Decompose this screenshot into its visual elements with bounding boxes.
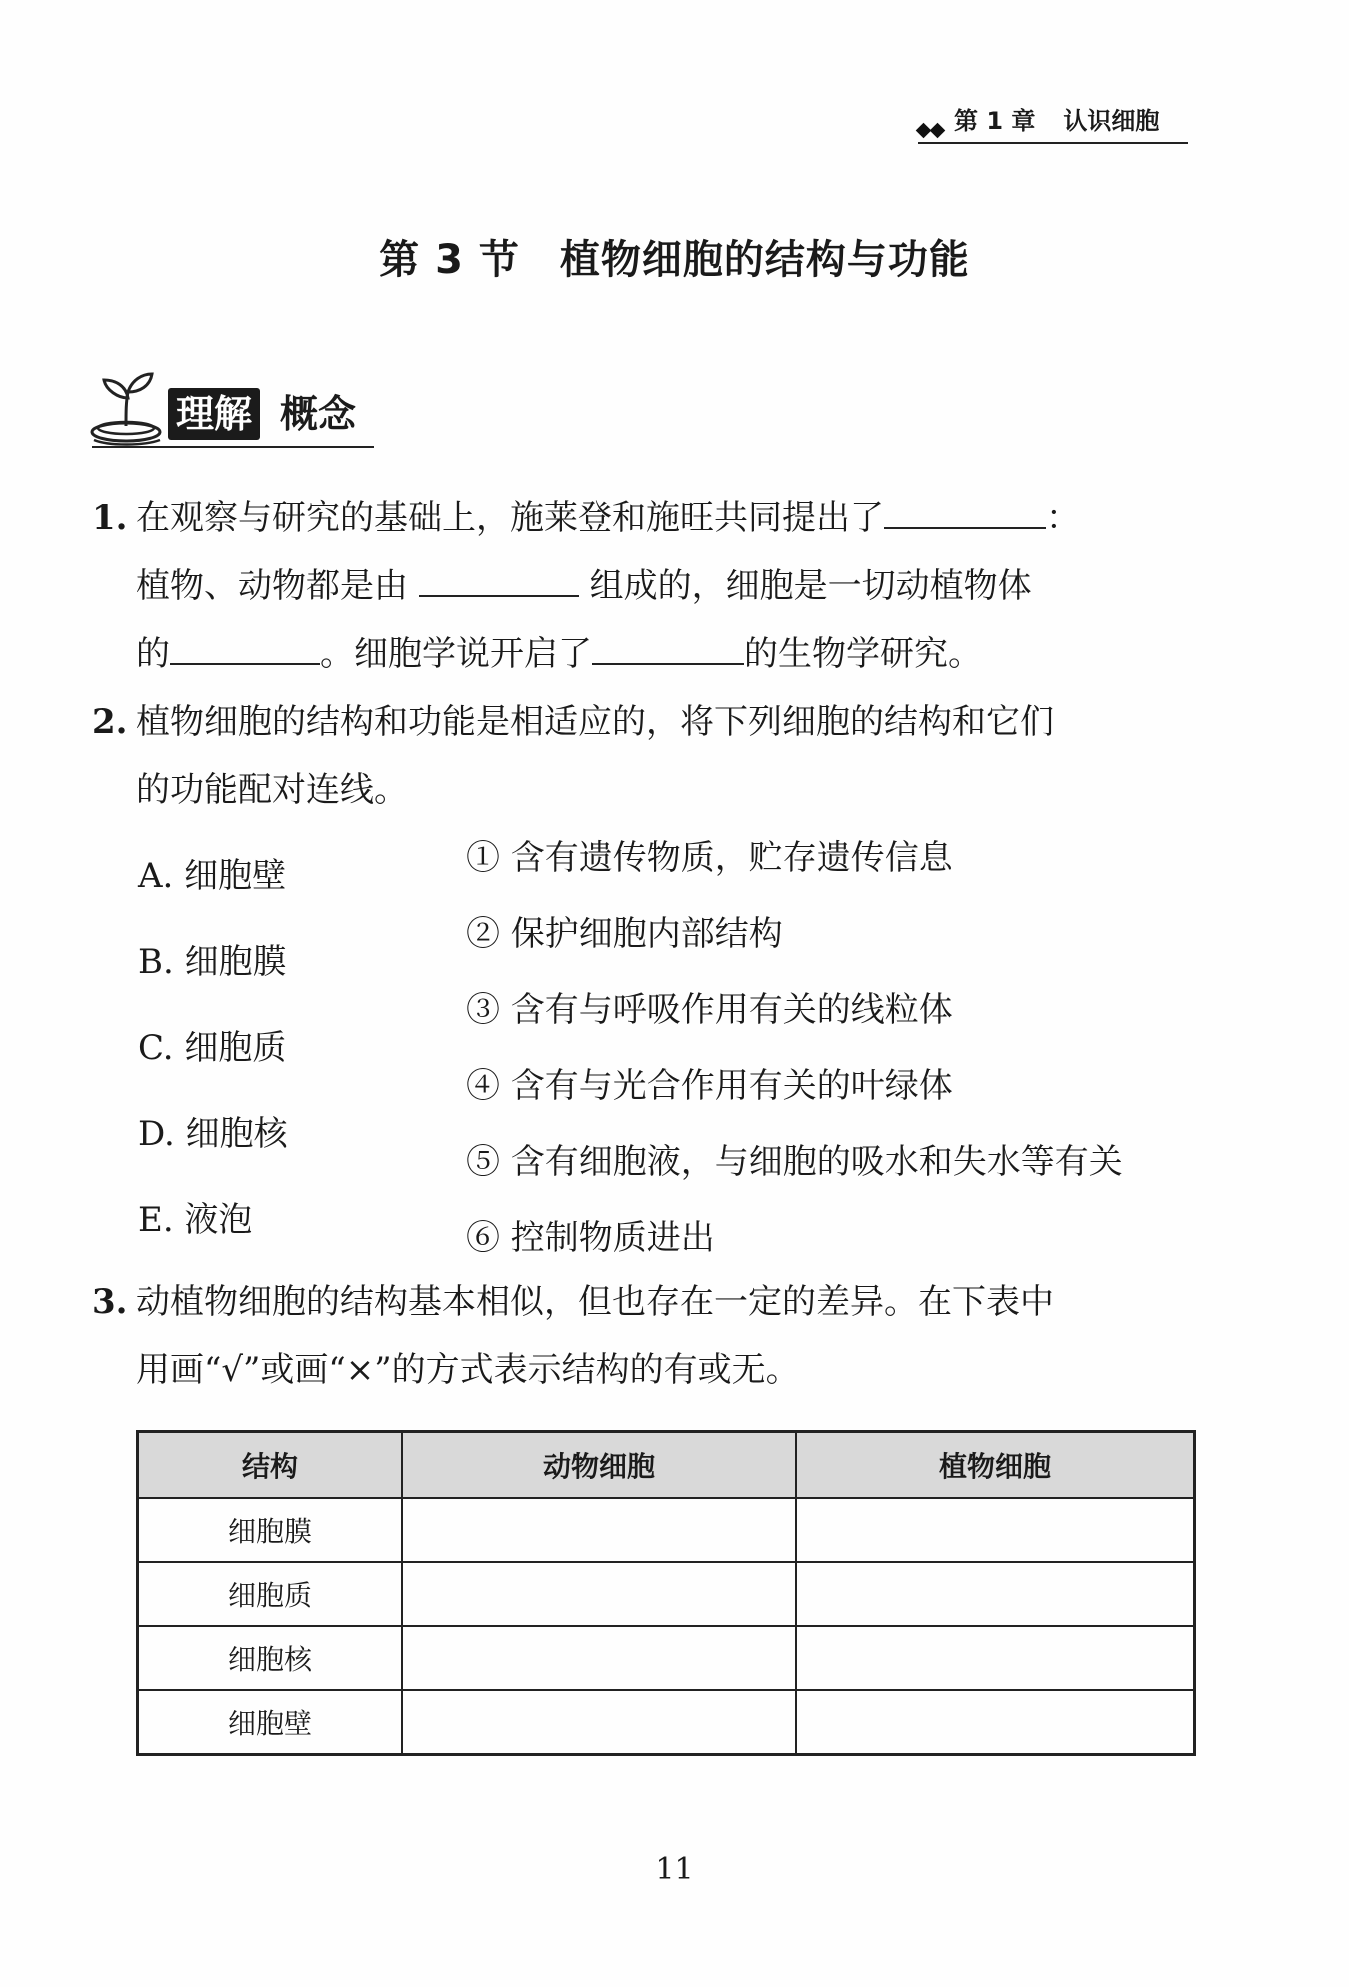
concept-badge-dark: 理解 [168, 388, 260, 440]
structure-option-e[interactable]: E. 液泡 [138, 1200, 253, 1240]
function-option-3[interactable]: ③ 含有与呼吸作用有关的线粒体 [466, 990, 953, 1030]
q1-text-4: 的 [136, 634, 170, 674]
question-3-number: 3. [92, 1282, 128, 1322]
table-cell-animal[interactable] [402, 1626, 796, 1690]
table-row [138, 1626, 1195, 1690]
function-option-5[interactable]: ⑤ 含有细胞液，与细胞的吸水和失水等有关 [466, 1142, 1123, 1182]
q1-text-2: 植物、动物都是由 [136, 566, 408, 606]
table-header-animal: 动物细胞 [402, 1432, 796, 1499]
structure-option-a[interactable]: A. 细胞壁 [138, 856, 287, 896]
function-option-2[interactable]: ② 保护细胞内部结构 [466, 914, 783, 954]
q1-text-1: 在观察与研究的基础上，施莱登和施旺共同提出了 [136, 498, 884, 538]
q1-text-3: 组成的，细胞是一切动植物体 [589, 566, 1032, 606]
table-header-row [138, 1432, 1195, 1499]
table-cell-plant[interactable] [796, 1690, 1195, 1755]
function-option-6[interactable]: ⑥ 控制物质进出 [466, 1218, 715, 1258]
table-row [138, 1498, 1195, 1562]
question-2-number: 2. [92, 702, 128, 742]
table-row-label: 细胞膜 [138, 1498, 403, 1562]
chapter-header [918, 100, 1188, 144]
page-title [0, 228, 1349, 285]
table-row-label: 细胞壁 [138, 1690, 403, 1755]
table-header-plant: 植物细胞 [796, 1432, 1195, 1499]
question-2-line-1: 植物细胞的结构和功能是相适应的，将下列细胞的结构和它们 [136, 702, 1054, 742]
function-option-4[interactable]: ④ 含有与光合作用有关的叶绿体 [466, 1066, 953, 1106]
question-2-line-2: 的功能配对连线。 [136, 770, 408, 810]
table-row [138, 1562, 1195, 1626]
question-3-line-1: 动植物细胞的结构基本相似，但也存在一定的差异。在下表中 [136, 1282, 1054, 1322]
q1-blank-3[interactable] [170, 629, 320, 665]
chapter-number: 第 1 章 [954, 107, 1036, 135]
q1-colon: ： [1046, 498, 1080, 538]
table-row [138, 1690, 1195, 1755]
question-1-number: 1. [92, 498, 128, 538]
section-number: 第 3 节 [379, 237, 520, 283]
table-row-label: 细胞核 [138, 1626, 403, 1690]
section-name: 植物细胞的结构与功能 [559, 237, 970, 283]
cell-structure-table [136, 1430, 1196, 1756]
table-header-structure: 结构 [138, 1432, 403, 1499]
concept-badge [88, 368, 378, 454]
concept-underline [92, 446, 374, 448]
diamond-bullet-icon [918, 125, 946, 136]
question-1-line-3 [136, 620, 1196, 688]
sprout-icon [88, 368, 166, 448]
q1-blank-2[interactable] [419, 561, 579, 597]
table-cell-animal[interactable] [402, 1690, 796, 1755]
table-cell-plant[interactable] [796, 1498, 1195, 1562]
question-1-line-1 [136, 484, 1196, 552]
function-option-1[interactable]: ① 含有遗传物质，贮存遗传信息 [466, 838, 953, 878]
table-cell-animal[interactable] [402, 1562, 796, 1626]
chapter-topic: 认识细胞 [1063, 107, 1160, 135]
table-cell-animal[interactable] [402, 1498, 796, 1562]
q1-text-6: 的生物学研究。 [744, 634, 982, 674]
concept-badge-light: 概念 [280, 392, 357, 436]
page-number: 11 [655, 1852, 694, 1887]
q1-blank-4[interactable] [592, 629, 744, 665]
question-1-line-2 [136, 552, 1196, 620]
structure-option-d[interactable]: D. 细胞核 [138, 1114, 288, 1154]
q1-blank-1[interactable] [884, 493, 1046, 529]
table-cell-plant[interactable] [796, 1626, 1195, 1690]
q1-text-5: 。细胞学说开启了 [320, 634, 592, 674]
table-row-label: 细胞质 [138, 1562, 403, 1626]
question-3-line-2: 用画“√”或画“×”的方式表示结构的有或无。 [136, 1350, 800, 1390]
structure-option-c[interactable]: C. 细胞质 [138, 1028, 287, 1068]
table-cell-plant[interactable] [796, 1562, 1195, 1626]
structure-option-b[interactable]: B. 细胞膜 [138, 942, 287, 982]
